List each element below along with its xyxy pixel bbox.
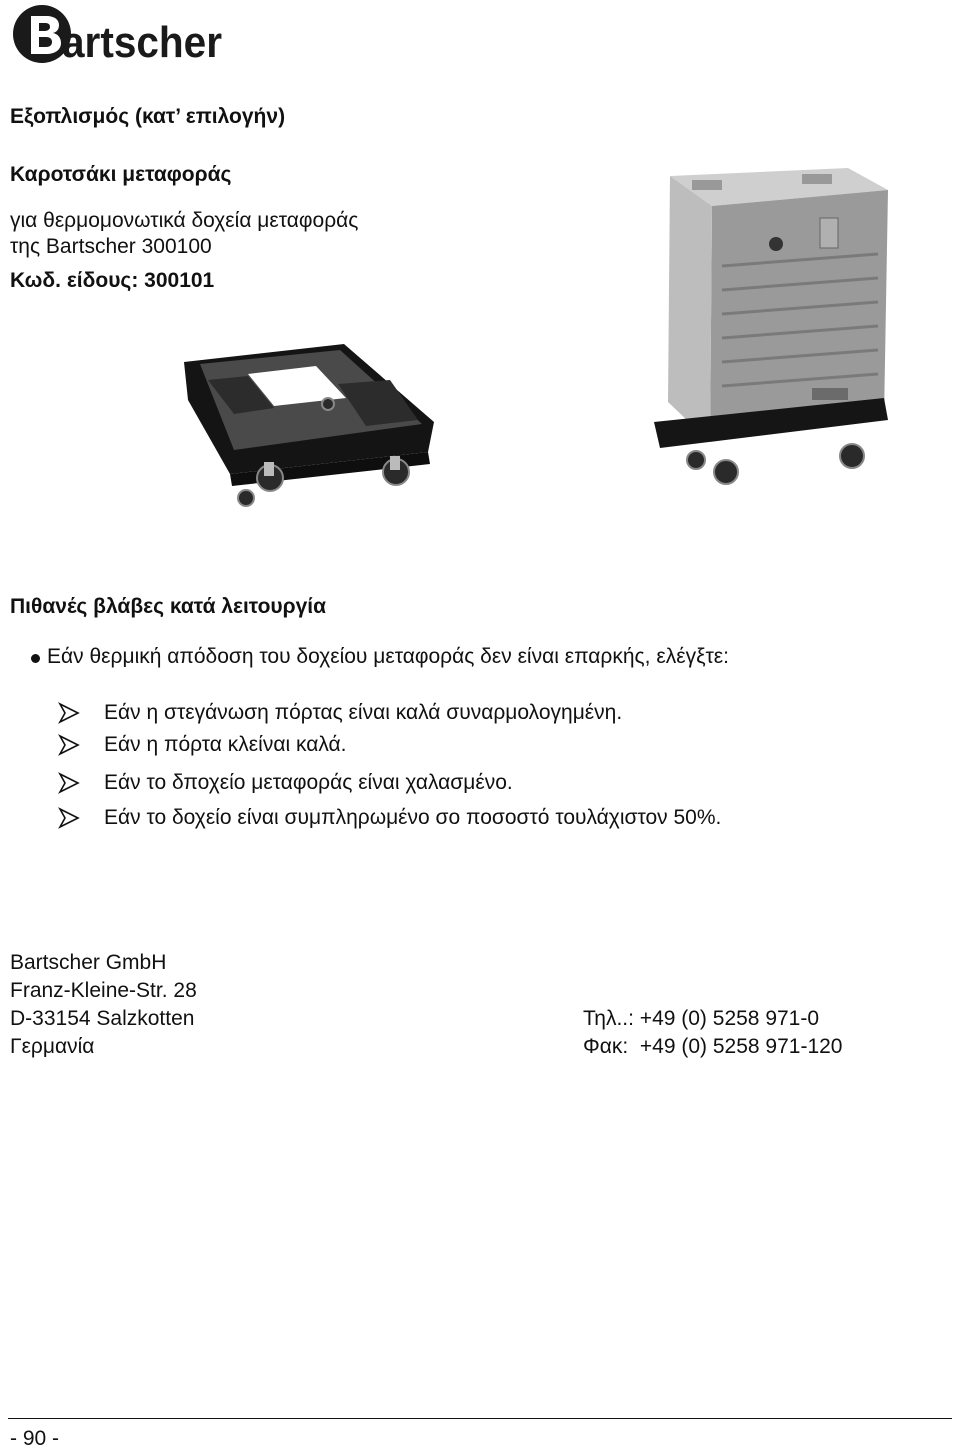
arrowhead-icon xyxy=(58,807,80,829)
section-title: Εξοπλισμός (κατ’ επιλογήν) xyxy=(10,105,286,128)
footer-divider xyxy=(8,1418,952,1419)
page-number: - 90 - xyxy=(10,1427,60,1450)
street-address: Franz-Kleine-Str. 28 xyxy=(10,979,197,1002)
thermo-box-image xyxy=(652,166,892,492)
product-description-line-1: για θερμομονωτικά δοχεία μεταφοράς xyxy=(10,209,359,232)
article-number: Κωδ. είδους: 300101 xyxy=(10,269,215,292)
arrowhead-icon xyxy=(58,702,80,724)
arrowhead-icon xyxy=(58,734,80,756)
fault-bullet-text: Εάν θερμική απόδοση του δοχείου μεταφοράς δεν είναι επαρκής, ελέγξτε: xyxy=(47,645,729,668)
product-name: Καροτσάκι μεταφοράς xyxy=(10,163,232,186)
faults-title: Πιθανές βλάβες κατά λειτουργία xyxy=(10,595,327,618)
bartscher-logo xyxy=(12,2,227,66)
company-name: Bartscher GmbH xyxy=(10,951,167,974)
check-item-label: Εάν το δποχείο μεταφοράς είναι χαλασμένο. xyxy=(104,771,513,794)
check-item-label: Εάν η πόρτα κλείναι καλά. xyxy=(104,733,347,756)
phone-number: Τηλ..: +49 (0) 5258 971-0 xyxy=(583,1007,820,1030)
trolley-image xyxy=(178,340,440,508)
check-item-label: Εάν το δοχείο είναι συμπληρωμένο σο ποσοστό τουλάχιστον 50%. xyxy=(104,806,722,829)
svg-text:artscher: artscher xyxy=(62,18,222,66)
country: Γερμανία xyxy=(10,1035,95,1058)
fax-number: Φακ: +49 (0) 5258 971-120 xyxy=(583,1035,843,1058)
city-address: D-33154 Salzkotten xyxy=(10,1007,195,1030)
bullet-dot-icon xyxy=(31,654,40,663)
arrowhead-icon xyxy=(58,772,80,794)
check-item-label: Εάν η στεγάνωση πόρτας είναι καλά συναρμολογημένη. xyxy=(104,701,623,724)
product-description-line-2: της Bartscher 300100 xyxy=(10,235,212,258)
